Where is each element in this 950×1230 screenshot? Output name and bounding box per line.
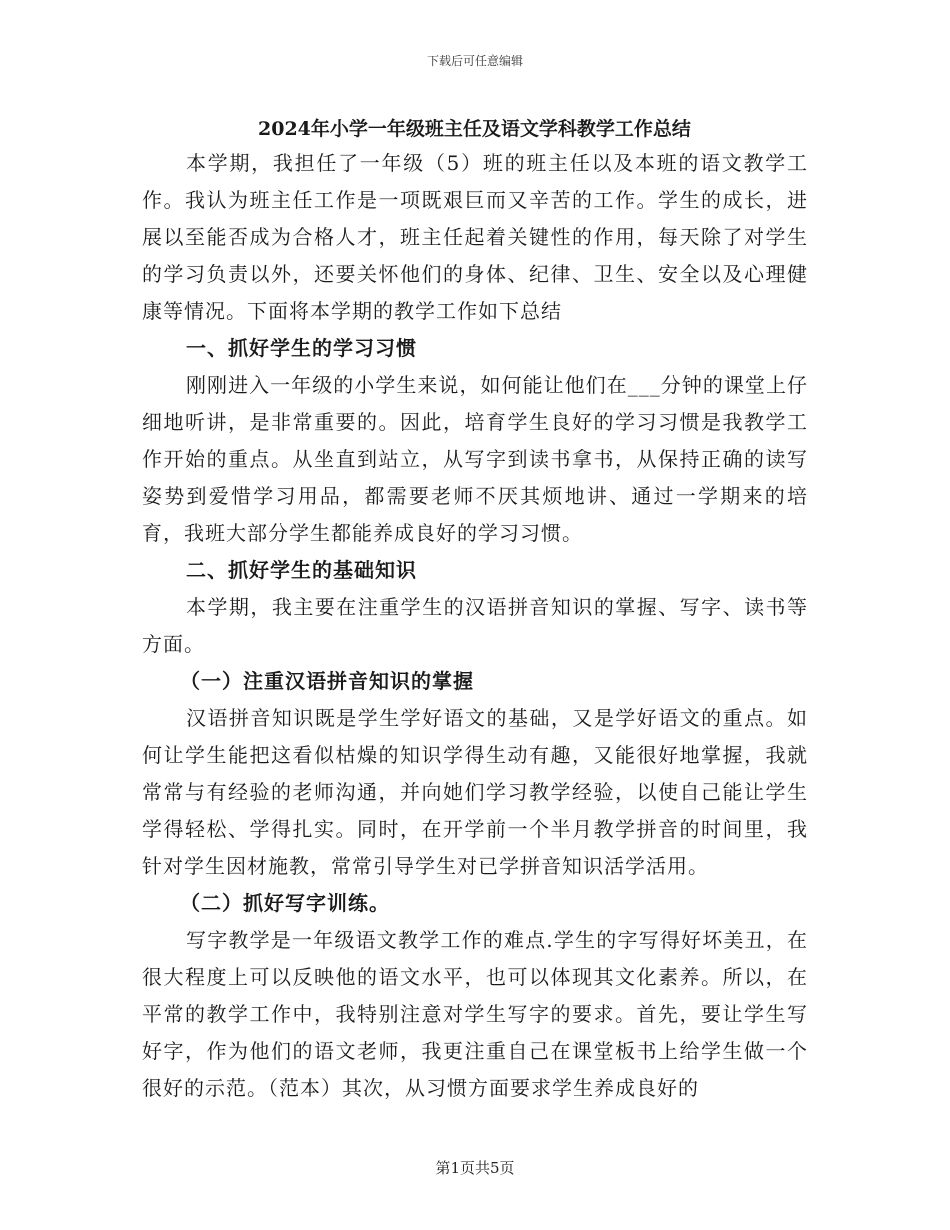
- document-body: [142, 113, 808, 1107]
- section-2-heading: 二、抓好学生的基础知识: [186, 558, 417, 582]
- subsection-2-heading: （二）抓好写字训练。: [180, 891, 390, 915]
- page-header-note: 下载后可任意编辑: [426, 54, 523, 68]
- section-1-paragraph: 刚刚进入一年级的小学生来说，如何能让他们在___分钟的课堂上仔细地听讲，是非常重要的。因此，培育学生良好的学习习惯是我教学工作开始的重点。从坐直到站立，从写字到读书拿书，从保持正确的读写姿势到爱惜学习用品，都需要老师不厌其烦地讲、通过一学期来的培育，我班大部分学生都能养成良好的学习习惯。: [142, 373, 808, 545]
- document-title: 2024年小学一年级班主任及语文学科教学工作总结: [258, 118, 691, 140]
- intro-paragraph: 本学期，我担任了一年级（5）班的班主任以及本班的语文教学工作。我认为班主任工作是一项既艰巨而又辛苦的工作。学生的成长，进展以至能否成为合格人才，班主任起着关键性的作用，每天除了对学生的学习负责以外，还要关怀他们的身体、纪律、卫生、安全以及心理健康等情况。下面将本学期的教学工作如下总结: [142, 151, 808, 323]
- subsection-1-heading: （一）注重汉语拼音知识的掌握: [180, 669, 474, 693]
- section-2-paragraph: 本学期，我主要在注重学生的汉语拼音知识的掌握、写字、读书等方面。: [142, 595, 808, 656]
- subsection-1-paragraph: 汉语拼音知识既是学生学好语文的基础，又是学好语文的重点。如何让学生能把这看似枯燥的知识学得生动有趣，又能很好地掌握，我就常常与有经验的老师沟通，并向她们学习教学经验，以使自己能让学生学得轻松、学得扎实。同时，在开学前一个半月教学拼音的时间里，我针对学生因材施教，常常引导学生对已学拼音知识活学活用。: [142, 706, 808, 878]
- subsection-2-paragraph: 写字教学是一年级语文教学工作的难点.学生的字写得好坏美丑，在很大程度上可以反映他的语文水平，也可以体现其文化素养。所以，在平常的教学工作中，我特别注意对学生写字的要求。首先，要让学生写好字，作为他们的语文老师，我更注重自己在课堂板书上给学生做一个很好的示范。（范本）其次，从习惯方面要求学生养成良好的: [142, 928, 808, 1100]
- page-number: 第1页共5页: [435, 1159, 515, 1177]
- section-1-heading: 一、抓好学生的学习习惯: [186, 336, 417, 360]
